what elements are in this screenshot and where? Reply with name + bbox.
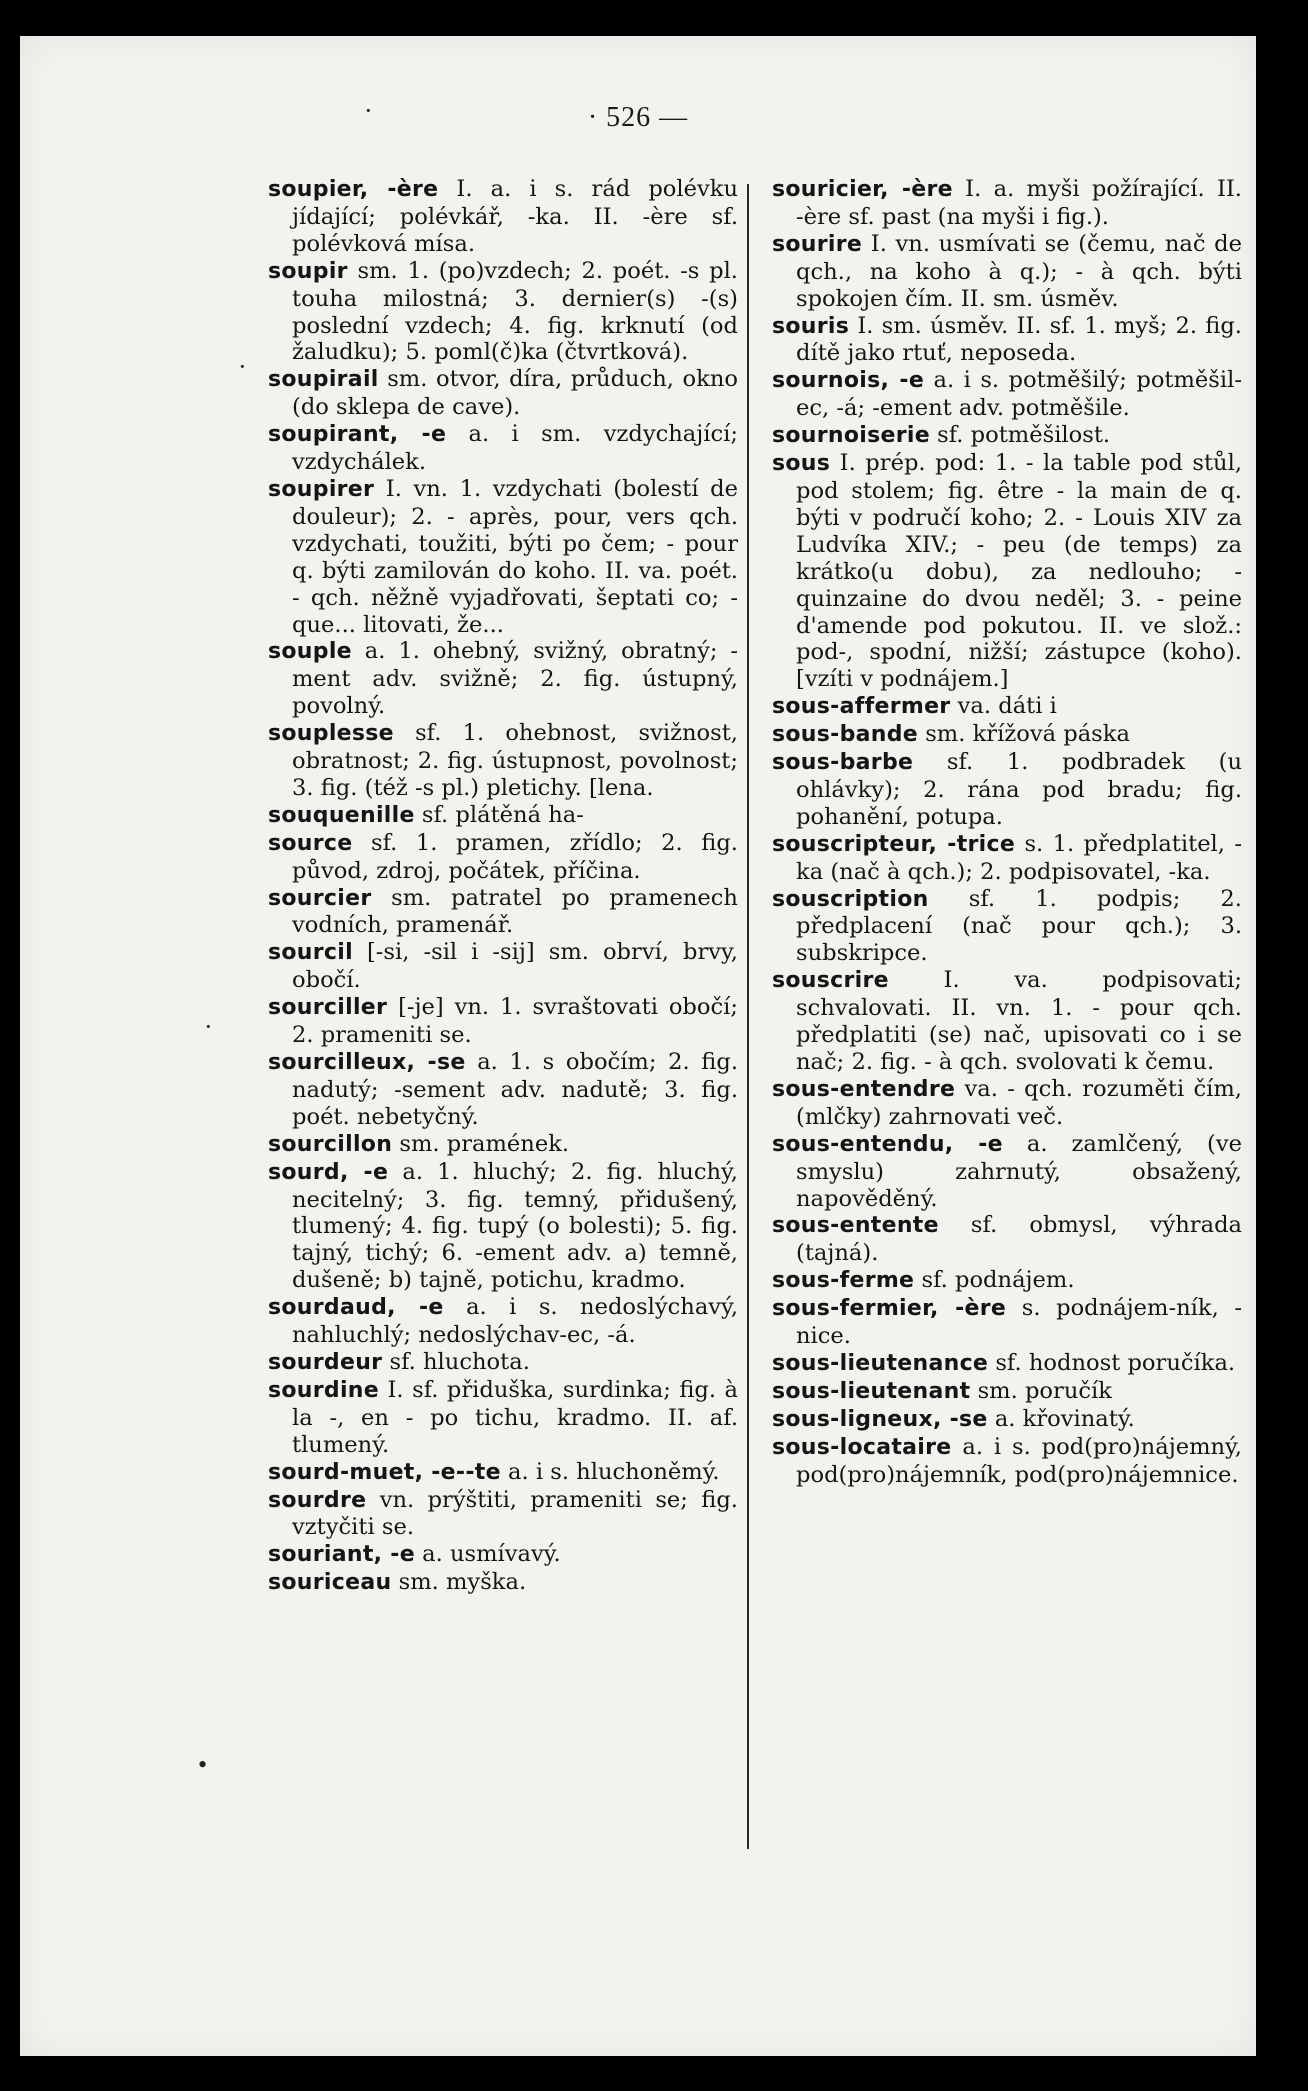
entry-definition: s. podnájem-ník, -nice. bbox=[796, 1295, 1242, 1350]
dictionary-entry bbox=[772, 1406, 1242, 1434]
entry-definition: sm. otvor, díra, průduch, okno (do sklepa de cave). bbox=[292, 366, 738, 421]
entry-headword: souscription bbox=[772, 886, 929, 912]
entry-definition: a. 1. s obočím; 2. fig. nadutý; -sement adv. nadutě; 3. fig. poét. nebetyčný. bbox=[292, 1049, 738, 1130]
entry-headword: souplesse bbox=[268, 721, 394, 747]
dictionary-entry bbox=[772, 367, 1242, 422]
entry-headword: sourd, -e bbox=[268, 1159, 389, 1185]
dictionary-entry bbox=[268, 421, 738, 476]
dictionary-entry bbox=[268, 176, 738, 258]
entry-headword: sous-barbe bbox=[772, 750, 914, 776]
entry-headword: sous-lieutenant bbox=[772, 1378, 971, 1404]
dictionary-entry bbox=[772, 721, 1242, 749]
dictionary-entry bbox=[268, 802, 738, 830]
entry-definition: I. va. podpisovati; schvalovati. II. vn. 1. - pour qch. předplatiti (se) nač, upisovati co i se nač; 2. fig. - à qch. svolovati k čemu. bbox=[796, 967, 1242, 1075]
dictionary-entry bbox=[772, 967, 1242, 1076]
entry-definition: sf. hodnost poručíka. bbox=[988, 1349, 1236, 1376]
entry-definition: sf. obmysl, výhrada (tajná). bbox=[796, 1212, 1242, 1267]
entry-headword: sourdre bbox=[268, 1487, 367, 1513]
entry-definition: sf. podnájem. bbox=[914, 1267, 1075, 1294]
entry-headword: soupier, -ère bbox=[268, 177, 439, 202]
entry-definition: va. dáti i bbox=[950, 693, 1057, 720]
entry-headword: sous-lieutenance bbox=[772, 1350, 989, 1376]
entry-headword: sourdaud, -e bbox=[268, 1295, 444, 1321]
entry-definition: vn. prýštiti, prameniti se; fig. vztyčiti se. bbox=[292, 1486, 738, 1541]
dictionary-entry bbox=[772, 886, 1242, 968]
entry-definition: sm. pramének. bbox=[392, 1130, 570, 1157]
entry-definition: sm. poručík bbox=[970, 1377, 1112, 1404]
dictionary-entry bbox=[772, 749, 1242, 831]
dictionary-entry bbox=[268, 1377, 738, 1459]
dictionary-entry bbox=[268, 1541, 738, 1569]
dictionary-entry bbox=[268, 1049, 738, 1131]
entry-headword: souscripteur, -trice bbox=[772, 831, 1016, 857]
dictionary-entry bbox=[268, 994, 738, 1049]
page-number: · 526 — bbox=[587, 102, 689, 133]
entry-definition: sm. myška. bbox=[391, 1569, 527, 1596]
dictionary-page bbox=[20, 36, 1256, 2056]
entry-definition: s. 1. předplatitel, -ka (nač à qch.); 2. podpisovatel, -ka. bbox=[796, 830, 1242, 885]
entry-headword: sourdine bbox=[268, 1377, 379, 1403]
dictionary-entry bbox=[772, 1267, 1242, 1295]
dictionary-entry bbox=[772, 1131, 1242, 1213]
entry-headword: sous-bande bbox=[772, 722, 919, 748]
entry-definition: sf. hluchota. bbox=[382, 1348, 530, 1375]
entry-headword: sous-entendre bbox=[772, 1076, 956, 1102]
entry-definition: a. i sm. vzdychající; vzdychálek. bbox=[292, 421, 738, 476]
entry-headword: sourcil bbox=[268, 940, 353, 966]
dictionary-entry bbox=[268, 885, 738, 940]
entry-definition: a. i s. potměšilý; potměšil-ec, -á; -ement adv. potměšile. bbox=[796, 367, 1242, 422]
dictionary-entry bbox=[772, 1212, 1242, 1267]
dictionary-entry bbox=[772, 231, 1242, 313]
entry-headword: sourciller bbox=[268, 995, 388, 1021]
entry-headword: sourcilleux, -se bbox=[268, 1050, 466, 1075]
entry-headword: soupirail bbox=[268, 367, 379, 393]
dictionary-entry bbox=[268, 1131, 738, 1159]
entry-headword: sournois, -e bbox=[772, 368, 925, 394]
column-divider bbox=[747, 184, 749, 1849]
dictionary-entry bbox=[268, 1459, 738, 1487]
entry-headword: souriant, -e bbox=[268, 1542, 415, 1568]
entry-definition: a. usmívavý. bbox=[414, 1541, 561, 1568]
entry-headword: soupir bbox=[268, 258, 348, 284]
dictionary-entry bbox=[268, 1349, 738, 1377]
entry-definition: a. zamlčený, (ve smyslu) zahrnutý, obsažený, napověděný. bbox=[796, 1130, 1242, 1212]
dictionary-entry bbox=[268, 1569, 738, 1597]
dictionary-entry bbox=[268, 476, 738, 638]
margin-dot: · bbox=[364, 96, 373, 125]
dictionary-entry bbox=[772, 1350, 1242, 1378]
entry-definition: a. i s. hluchoněmý. bbox=[500, 1458, 720, 1485]
entry-definition: [-je] vn. 1. svraštovati obočí; 2. prameniti se. bbox=[292, 994, 738, 1049]
entry-definition: sf. potměšilost. bbox=[929, 422, 1111, 449]
entry-definition: sf. plátěná ha- bbox=[414, 801, 584, 828]
dictionary-entry bbox=[268, 1294, 738, 1349]
entry-definition: sf. 1. podpis; 2. předplacení (nač pour qch.); 3. subskripce. bbox=[796, 885, 1242, 967]
dictionary-entry bbox=[268, 830, 738, 885]
dictionary-entry bbox=[268, 366, 738, 421]
dictionary-entry bbox=[772, 1378, 1242, 1406]
entry-headword: sourcier bbox=[268, 885, 372, 911]
dictionary-entry bbox=[772, 422, 1242, 450]
entry-definition: [-si, -sil i -sij] sm. obrví, brvy, obočí. bbox=[292, 939, 738, 994]
entry-definition: sf. 1. ohebnost, svižnost, obratnost; 2. fig. ústupnost, povolnost; 3. fig. (též -s pl.) pletichy. [lena. bbox=[292, 720, 738, 801]
entry-definition: I. a. myši požírající. II. -ère sf. past (na myši i fig.). bbox=[796, 176, 1242, 230]
entry-headword: sous-fermier, -ère bbox=[772, 1296, 1007, 1322]
entry-headword: sous-entente bbox=[772, 1213, 939, 1239]
dictionary-entry bbox=[772, 176, 1242, 231]
entry-headword: source bbox=[268, 830, 353, 856]
dictionary-entry bbox=[268, 720, 738, 802]
dictionary-entry bbox=[772, 831, 1242, 886]
entry-definition: a. i s. nedoslýchavý, nahluchlý; nedoslýchav-ec, -á. bbox=[292, 1294, 738, 1349]
entry-headword: sous-ligneux, -se bbox=[772, 1406, 988, 1432]
entry-definition: I. a. i s. rád polévku jídající; polévkář, -ka. II. -ère sf. polévková mísa. bbox=[292, 176, 738, 257]
entry-headword: sous-entendu, -e bbox=[772, 1131, 1003, 1157]
entry-headword: sous-affermer bbox=[772, 694, 951, 720]
entry-headword: sournoiserie bbox=[772, 423, 930, 449]
dictionary-entry bbox=[772, 693, 1242, 721]
dictionary-entry bbox=[268, 258, 738, 367]
entry-definition: sm. křížová páska bbox=[918, 721, 1130, 748]
entry-headword: sous-ferme bbox=[772, 1268, 915, 1294]
entry-definition: sf. 1. pramen, zřídlo; 2. fig. původ, zdroj, počátek, příčina. bbox=[292, 829, 738, 884]
entry-definition: I. prép. pod: 1. - la table pod stůl, pod stolem; fig. être - la main de q. býti v područí koho; 2. - Louis XIV za Ludvíka XIV.; - peu (de temps) za krátko(u dobu), za nedlouho; - quinzaine do dvou neděl; 3. - peine d'amende pod pokutou. II. ve slož.: pod-, spodní, nižší; zástupce (koho). [vzíti v podnájem.] bbox=[796, 450, 1242, 693]
entry-definition: a. i s. pod(pro)nájemný, pod(pro)nájemník, pod(pro)nájemnice. bbox=[796, 1433, 1242, 1488]
right-column bbox=[772, 176, 1242, 1489]
dictionary-entry bbox=[268, 1487, 738, 1542]
entry-headword: souriceau bbox=[268, 1570, 392, 1596]
entry-headword: souris bbox=[772, 313, 850, 339]
entry-headword: sous-locataire bbox=[772, 1434, 952, 1460]
entry-definition: I. sm. úsměv. II. sf. 1. myš; 2. fig. dítě jako rtuť, neposeda. bbox=[796, 312, 1242, 367]
entry-headword: sourd-muet, -e--te bbox=[268, 1459, 501, 1485]
entry-definition: a. 1. ohebný, svižný, obratný; -ment adv. svižně; 2. fig. ústupný, povolný. bbox=[292, 638, 738, 720]
margin-dot: • bbox=[198, 1750, 208, 1779]
entry-headword: souscrire bbox=[772, 968, 889, 994]
dictionary-entry bbox=[268, 1159, 738, 1295]
entry-headword: soupirant, -e bbox=[268, 422, 447, 448]
entry-definition: I. sf. přiduška, surdinka; fig. à la -, en - po tichu, kradmo. II. af. tlumený. bbox=[292, 1376, 738, 1458]
entry-definition: sm. patratel po pramenech vodních, pramenář. bbox=[292, 884, 738, 939]
entry-headword: sourire bbox=[772, 231, 863, 257]
margin-dot: · bbox=[238, 352, 247, 381]
entry-headword: sourdeur bbox=[268, 1349, 383, 1375]
entry-headword: sourcillon bbox=[268, 1131, 393, 1157]
entry-headword: souquenille bbox=[268, 802, 415, 828]
entry-headword: sous bbox=[772, 451, 831, 477]
dictionary-entry bbox=[772, 1295, 1242, 1350]
entry-headword: souricier, -ère bbox=[772, 177, 953, 202]
dictionary-entry bbox=[772, 450, 1242, 693]
entry-definition: I. vn. usmívati se (čemu, nač de qch., na koho à q.); - à qch. býti spokojen čím. II. sm. úsměv. bbox=[796, 230, 1242, 312]
entry-definition: va. - qch. rozuměti čím, (mlčky) zahrnovati več. bbox=[796, 1075, 1242, 1130]
margin-dot: · bbox=[204, 1012, 213, 1041]
dictionary-entry bbox=[772, 313, 1242, 368]
entry-headword: souple bbox=[268, 639, 352, 665]
entry-definition: a. křovinatý. bbox=[987, 1405, 1135, 1432]
dictionary-entry bbox=[772, 1434, 1242, 1489]
dictionary-entry bbox=[268, 939, 738, 994]
page-number-value: 526 bbox=[606, 102, 652, 133]
entry-definition: I. vn. 1. vzdychati (bolestí de douleur); 2. - après, pour, vers qch. vzdychati, toužiti, býti po čem; - pour q. býti zamilován do koho. II. va. poét. - qch. něžně vyjadřovati, šeptati co; - que... litovati, že... bbox=[292, 475, 738, 638]
dictionary-entry bbox=[268, 638, 738, 720]
entry-headword: soupirer bbox=[268, 476, 375, 502]
dictionary-entry bbox=[772, 1076, 1242, 1131]
entry-definition: a. 1. hluchý; 2. fig. hluchý, necitelný; 3. fig. temný, přidušený, tlumený; 4. fig. tupý (o bolesti); 5. fig. tajný, tichý; 6. -ement adv. a) temně, dušeně; b) tajně, potichu, kradmo. bbox=[292, 1158, 738, 1294]
entry-definition: sf. 1. podbradek (u ohlávky); 2. rána pod bradu; fig. pohanění, potupa. bbox=[796, 749, 1242, 830]
entry-definition: sm. 1. (po)vzdech; 2. poét. -s pl. touha milostná; 3. dernier(s) -(s) poslední vzdech; 4. fig. krknutí (od žaludku); 5. poml(č)ka (čtvrtková). bbox=[292, 257, 738, 366]
left-column bbox=[268, 176, 738, 1597]
